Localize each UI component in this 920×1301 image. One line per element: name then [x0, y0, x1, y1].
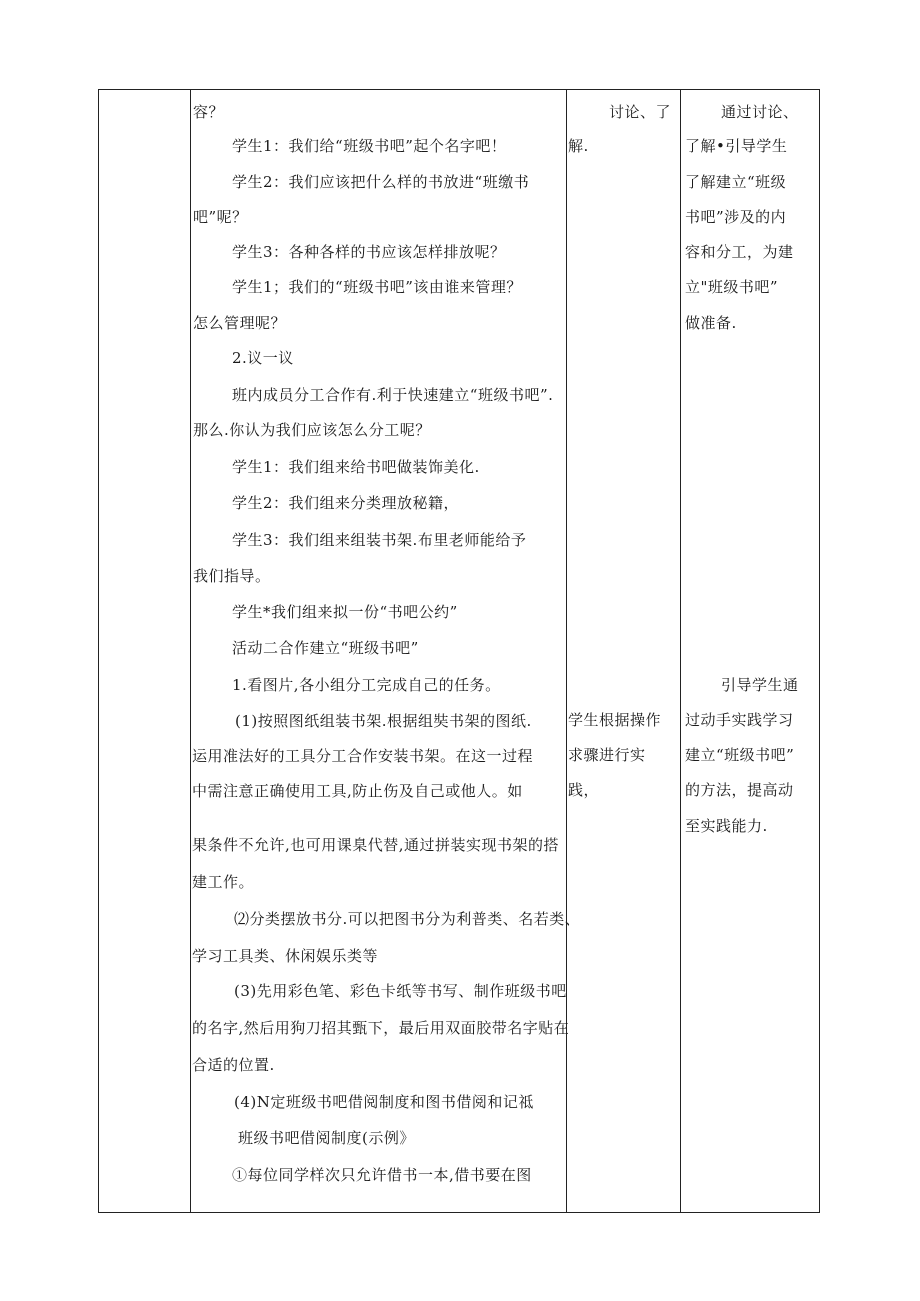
intent-text-line: 容和分工，为建 [685, 243, 794, 261]
intent-text-line: 的方法，提高动 [685, 781, 794, 799]
intent-text-line: 过动手实践学习 [685, 711, 794, 729]
intent-text-line: 建立“班级书吧” [685, 746, 795, 764]
student-text-line: 讨论、了 [609, 103, 672, 121]
main-text-line: ⑵分类摆放书分.可以把图书分为利普类、名若类、 [234, 910, 581, 928]
student-text-line: 求骤进行实 [568, 746, 646, 764]
main-text-line: 学习工具类、休闲娱乐类等 [192, 947, 379, 965]
lesson-plan-table [98, 89, 820, 1213]
main-text-line: ①每位同学样次只允许借书一本,借书要在图 [232, 1166, 532, 1184]
main-text-line: 1.看图片,各小组分工完成自己的任务。 [232, 676, 501, 694]
main-text-line: 学生1：我们给“班级书吧”起个名字吧！ [232, 137, 507, 155]
main-text-line: 班内成员分工合作有.利于快速建立“班级书吧”. [232, 386, 554, 404]
main-text-line: (1)按照图纸组装书架.根据组奘书架的图纸. [235, 712, 532, 730]
main-text-line: 学生3：我们组来组装书架.布里老师能给予 [232, 531, 527, 549]
main-text-line: 学生3：各种各样的书应该怎样排放呢？ [232, 243, 506, 261]
main-text-line: 学生2：我们应该把什么样的书放进“班缴书 [232, 173, 530, 191]
main-text-line: 建工作。 [192, 873, 255, 891]
main-text-line: 合适的位置. [192, 1056, 275, 1074]
student-text-line: 解. [568, 137, 589, 155]
main-text-line: 的名字,然后用狗刀招其甄下，最后用双面胶带名字贴在 [192, 1019, 570, 1037]
main-text-line: 果条件不允许,也可用课臬代替,通过拼装实现书架的搭 [192, 836, 560, 854]
main-text-line: 我们指导。 [193, 567, 271, 585]
student-text-line: 学生根据操作 [568, 711, 662, 729]
intent-text-line: 至实践能力. [685, 817, 768, 835]
main-text-line: 中需注意正确使用工具,防止伤及自己或他人。如 [192, 782, 523, 800]
main-text-line: 班级书吧借阅制度(示例》 [238, 1129, 415, 1147]
main-text-line: 学生1：我们组来给书吧做装饰美化. [232, 458, 480, 476]
main-text-line: 学生1；我们的“班级书吧”该由谁来管理？ [232, 278, 522, 296]
intent-text-line: 立"班级书吧” [685, 278, 779, 296]
main-text-line: (3)先用彩色笔、彩色卡纸等书写、制作班级书吧 [234, 982, 567, 1000]
main-text-line: 活动二合作建立“班级书吧” [232, 639, 419, 657]
main-text-line: 2.议一议 [232, 349, 294, 367]
column-divider [190, 90, 191, 1212]
main-text-line: 那么.你认为我们应该怎么分工呢？ [193, 421, 431, 439]
column-divider [566, 90, 567, 1212]
intent-text-line: 引导学生通 [721, 676, 799, 694]
main-text-line: 容？ [193, 103, 225, 121]
student-text-line: 践， [568, 781, 600, 799]
column-divider [680, 90, 681, 1212]
intent-text-line: 书吧”涉及的内 [685, 208, 787, 226]
main-text-line: 吧”呢？ [193, 208, 248, 226]
main-text-line: 学生*我们组来拟一份“书吧公约” [232, 603, 458, 621]
main-text-line: 运用准法好的工具分工合作安装书架。在这一过程 [192, 747, 534, 765]
intent-text-line: 了解•引导学生 [685, 137, 788, 155]
main-text-line: 怎么管理呢？ [193, 314, 287, 332]
intent-text-line: 了解建立“班级 [685, 173, 787, 191]
main-text-line: (4)N定班级书吧借阅制度和图书借阅和记祗 [234, 1093, 534, 1111]
intent-text-line: 做准备. [685, 314, 737, 332]
intent-text-line: 通过讨论、 [721, 103, 799, 121]
main-text-line: 学生2：我们组来分类理放秘籍， [232, 494, 460, 512]
